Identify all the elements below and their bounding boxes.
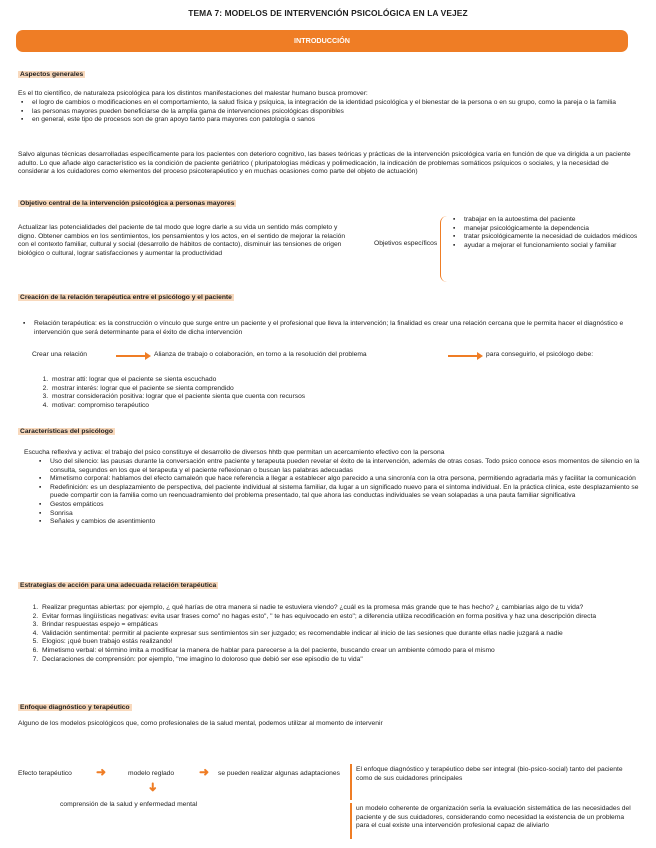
list-item: 6. Mimetismo verbal: el término imita a modificar la manera de hablar para parecerse a la del paciente, buscando crear un ambiente cómodo para el mismo (40, 647, 652, 656)
aspectos-paragraph: Salvo algunas técnicas desarrolladas específicamente para los pacientes con deterioro cognitivo, las bases teóricas y prácticas de la intervención psicológica varía en función de que va dirigida a un paciente adulto. Lo que añade algo característico es la condición de paciente geriátrico ( pluripatologías médicas y polimedicación, la indicación de problemas somáticos psíquicos o sociales, y la necesidad de considerar a los cuidadores como elementos del proceso psicoterapéutico y en muchas ocasiones como parte del objeto de actuación) (18, 151, 631, 176)
list-item: ▪ ayudar a mejorar el funcionamiento social y familiar (464, 242, 656, 251)
flow-adaptaciones: se pueden realizar algunas adaptaciones (218, 770, 340, 777)
flow-step-2: Alianza de trabajo o colaboración, en torno a la resolución del problema (154, 351, 367, 358)
list-item: ▪ las personas mayores pueden beneficiarse de la amplia gama de intervenciones psicológicas disponibles (32, 108, 652, 117)
section-heading-objetivo: Objetivo central de la intervención psicológica a personas mayores (20, 200, 235, 207)
arrow-icon (116, 355, 146, 357)
section-banner: INTRODUCCIÓN (16, 30, 628, 52)
list-item: 2. mostrar interés: lograr que el paciente se sienta comprendido (50, 385, 570, 394)
arrow-right-icon: ➜ (199, 765, 210, 779)
list-item: 5. Elogios: ¡qué buen trabajo estás realizando! (40, 638, 652, 647)
aspectos-intro: Es el tto científico, de naturaleza psicológica para los distintos manifestaciones del malestar humano busca promover: (18, 90, 368, 97)
list-item: ▪ Mimetismo corporal: hablamos del efecto camaleón que hace referencia a llegar a establecer algo parecido a una sincronía con la otra persona, permitiendo agradarla más y facilitar la comunicación (50, 475, 646, 484)
estrategias-list (26, 604, 652, 664)
list-item: ▪ en general, este tipo de procesos son de gran apoyo tanto para mayores con patología o sanos (32, 116, 652, 125)
flow-efecto-terapeutico: Efecto terapéutico (18, 770, 72, 777)
arrow-icon (448, 355, 478, 357)
list-item: 3. Brindar respuestas espejo = empáticas (40, 621, 652, 630)
accent-bar (350, 764, 352, 800)
list-item: 3. mostrar consideración positiva: lograr que el paciente sienta que cuenta con recursos (50, 393, 570, 402)
objetivos-especificos-label: Objetivos específicos (374, 240, 438, 247)
flow-step-3: para conseguirlo, el psicólogo debe: (486, 351, 594, 358)
accent-bar (350, 803, 352, 839)
list-item: ▪ Señales y cambios de asentimiento (50, 518, 646, 527)
enfoque-intro: Alguno de los modelos psicológicos que, como profesionales de la salud mental, podemos utilizar al momento de intervenir (18, 720, 383, 727)
page-title: TEMA 7: MODELOS DE INTERVENCIÓN PSICOLÓGICA EN LA VEJEZ (188, 8, 468, 18)
list-item: ▪ Redefinición: es un desplazamiento de perspectiva, del paciente individual al sistema familiar, da lugar a un significado nuevo para el síntoma individual. En la práctica clínica, este desplazamiento se puede compartir con la familia como un reencuadramiento del problema presentado, tal que ahora las conductas individuales se vean solapadas a una pauta familiar significativa (50, 484, 646, 501)
list-item: 4. Validación sentimental: permitir al paciente expresar sus sentimientos sin ser juzgado; es recomendable indicar al inicio de las sesiones que durante ellas nadie juzgará a nadie (40, 630, 652, 639)
list-item: 4. motivar: compromiso terapéutico (50, 402, 570, 411)
objetivos-list (450, 216, 656, 250)
section-heading-creacion: Creación de la relación terapéutica entre el psicólogo y el paciente (20, 294, 232, 301)
enfoque-integral-text: El enfoque diagnóstico y terapéutico debe ser integral (bio-psico-social) tanto del paciente como de sus cuidadores principales (356, 766, 623, 782)
list-item: ▪ el logro de cambios o modificaciones en el comportamiento, la salud física y psíquica, la integración de la identidad psicológica y el bienestar de la persona o en su grupo, como la pareja o la familia (32, 99, 652, 108)
section-heading-caracteristicas: Características del psicólogo (20, 428, 113, 435)
arrow-down-icon: ➜ (146, 781, 161, 793)
enfoque-modelo-text: un modelo coherente de organización sería la evaluación sistemática de las necesidades del paciente y de sus cuidadores, considerando como necesidad la existencia de un problema para el cual existe una intervención profesional capaz de aliviarlo (356, 805, 631, 830)
section-heading-estrategias: Estrategias de acción para una adecuada relación terapéutica (20, 582, 217, 589)
list-item: ▪ Sonrisa (50, 510, 646, 519)
list-item: ▪ tratar psicológicamente la necesidad de cuidados médicos (464, 233, 656, 242)
creacion-list (20, 320, 650, 337)
list-item: ▪ Uso del silencio: las pausas durante la conversación entre paciente y terapeuta pueden revelar el éxito de la intervención, además de otras cosas. Todo psico conoce esos momentos de silencio en la consulta, segundos en los que el terapeuta y el paciente reflexionan o buscan las palabras adecuadas (50, 458, 646, 475)
section-heading-aspectos: Aspectos generales (20, 71, 84, 78)
list-item: 2. Evitar formas lingüísticas negativas: evita usar frases como" no hagas esto", " te has equivocado en esto"; a diferencia utiliza recodificación en forma positiva y haz una descripción directa (40, 613, 652, 622)
list-item: ▪ Gestos empáticos (50, 501, 646, 510)
list-item: 1. Realizar preguntas abiertas: por ejemplo, ¿ qué harías de otra manera si nadie te estuviera viendo? ¿cuál es la promesa más grande que te has hecho? ¿ cambiarías algo de tu vida? (40, 604, 652, 613)
list-item: ▪ manejar psicológicamente la dependencia (464, 225, 656, 234)
list-item: 7. Declaraciones de comprensión: por ejemplo, "me imagino lo doloroso que debió ser ese episodio de tu vida" (40, 656, 652, 665)
list-item: ▪ Relación terapéutica: es la construcción o vínculo que surge entre un paciente y el profesional que lleva la intervención; la finalidad es crear una relación cercana que le permita hacer el diagnóstico e intervención que será determinante para el éxito de dicha intervención (34, 320, 650, 337)
brace-shape (440, 216, 447, 282)
aspectos-list (18, 99, 652, 125)
flow-modelo-reglado: modelo reglado (128, 770, 175, 777)
flow-comprension: comprensión de la salud y enfermedad mental (60, 801, 198, 808)
flow-step-1: Crear una relación (32, 351, 88, 358)
arrow-right-icon: ➜ (96, 765, 107, 779)
objetivo-central-text: Actualizar las potencialidades del paciente de tal modo que logre darle a su vida un sentido más completo y digno. Obtener cambios en los sentimientos, los pensamientos y los actos, en el sentido de mejorar la relación con el contexto familiar, cultural y social (desarrollo de hábitos de contacto), disminuir las tensiones de origen biológico o cultural, lograr satisfacciones y aumentar la productividad (18, 224, 346, 257)
list-item: 1. mostrar atti: lograr que el paciente se sienta escuchado (50, 376, 570, 385)
caracteristicas-list (36, 458, 646, 527)
list-item: ▪ trabajar en la autoestima del paciente (464, 216, 656, 225)
section-heading-enfoque: Enfoque diagnóstico y terapéutico (20, 704, 130, 711)
caracteristicas-intro: Escucha reflexiva y activa: el trabajo del psico constituye el desarrollo de diversos hhtb que permitan un acercamiento efectivo con la persona (24, 449, 445, 456)
creacion-steps (36, 376, 570, 410)
